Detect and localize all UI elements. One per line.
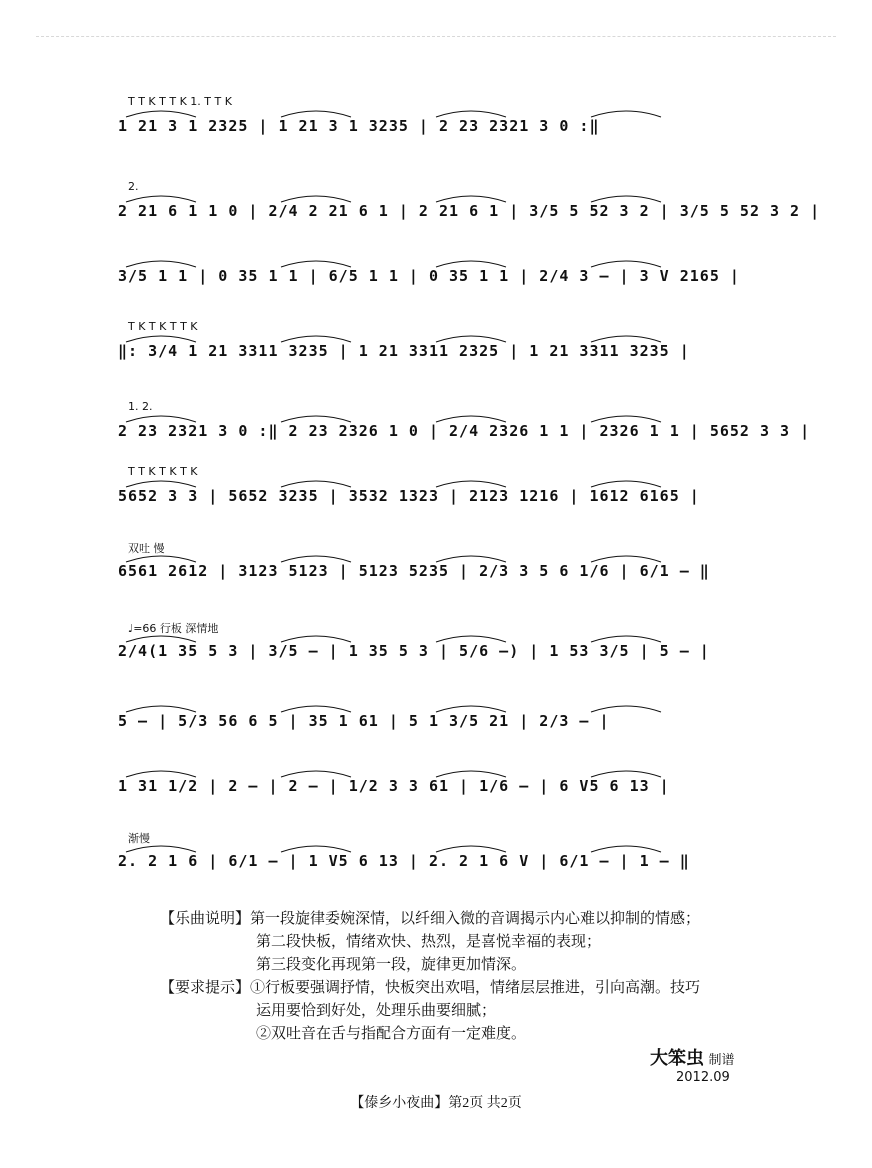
slur-mark	[436, 261, 506, 267]
score-annotation: ♩=66 行板 深情地	[128, 622, 219, 635]
slur-mark	[126, 556, 196, 562]
slur-mark	[591, 846, 661, 852]
slur-mark	[591, 706, 661, 712]
slur-marks	[118, 620, 756, 670]
slur-mark	[126, 196, 196, 202]
signature-date: 2012.09	[676, 1070, 730, 1085]
slur-mark	[591, 196, 661, 202]
author-suffix: 制谱	[708, 1052, 735, 1067]
slur-mark	[281, 261, 351, 267]
slur-mark	[281, 636, 351, 642]
slur-marks	[118, 465, 756, 515]
score-row	[118, 245, 756, 295]
score-notes: 2 23 2321 3 0 :‖ 2 23 2326 1 0 | 2/4 2326 1 1 | 2326 1 1 | 5652 3 3 |	[118, 422, 811, 440]
slur-mark	[126, 111, 196, 117]
explanation-line: 第一段旋律委婉深情，以纤细入微的音调揭示内心难以抑制的情感；	[250, 911, 701, 927]
score-annotation: 2.	[128, 180, 139, 193]
author-name: 大笨虫	[650, 1048, 704, 1068]
score-annotation: 渐慢	[128, 832, 150, 845]
slur-mark	[126, 481, 196, 487]
slur-mark	[126, 261, 196, 267]
slur-mark	[436, 846, 506, 852]
requirements-line: ①行板要强调抒情，快板突出欢唱，情绪层层推进，引向高潮。技巧	[250, 980, 701, 996]
score-annotation: T T K T K T K	[128, 465, 198, 478]
slur-marks	[118, 830, 756, 880]
score-notes: 2 21 6 1 1 0 | 2/4 2 21 6 1 | 2 21 6 1 | 3/5 5 52 3 2 | 3/5 5 52 3 2 |	[118, 202, 821, 220]
score-row	[118, 95, 756, 145]
score-row	[118, 180, 821, 230]
score-row	[118, 400, 811, 450]
score-notes: 2/4(1 35 5 3 | 3/5 – | 1 35 5 3 | 5/6 –) | 1 53 3/5 | 5 – |	[118, 642, 710, 660]
score-notes: 1 31 1/2 | 2 – | 2 – | 1/2 3 3 61 | 1/6 – | 6 V5 6 13 |	[118, 777, 670, 795]
slur-mark	[591, 556, 661, 562]
slur-mark	[436, 636, 506, 642]
slur-mark	[281, 706, 351, 712]
score-annotation: 双吐 慢	[128, 542, 165, 555]
slur-mark	[281, 481, 351, 487]
slur-mark	[436, 706, 506, 712]
slur-marks	[118, 245, 756, 295]
slur-mark	[436, 771, 506, 777]
score-notes: 2. 2 1 6 | 6/1 – | 1 V5 6 13 | 2. 2 1 6 V | 6/1 – | 1 – ‖	[118, 852, 690, 870]
slur-mark	[281, 846, 351, 852]
explanation-line: 第三段变化再现第一段，旋律更加情深。	[256, 957, 527, 973]
slur-mark	[281, 416, 351, 422]
slur-mark	[126, 636, 196, 642]
slur-marks	[118, 95, 756, 145]
score-notes: 5652 3 3 | 5652 3235 | 3532 1323 | 2123 1216 | 1612 6165 |	[118, 487, 700, 505]
signature	[650, 1044, 735, 1070]
slur-marks	[118, 320, 756, 370]
slur-mark	[436, 556, 506, 562]
score-notes: 1 21 3 1 2325 | 1 21 3 1 3235 | 2 23 2321 3 0 :‖	[118, 117, 600, 135]
slur-marks	[118, 180, 756, 230]
slur-mark	[126, 706, 196, 712]
slur-mark	[281, 111, 351, 117]
slur-mark	[281, 771, 351, 777]
slur-mark	[436, 111, 506, 117]
slur-mark	[126, 846, 196, 852]
score-notes: 5 – | 5/3 56 6 5 | 35 1 61 | 5 1 3/5 21 | 2/3 – |	[118, 712, 610, 730]
score-annotation: T T K T T K 1. T T K	[128, 95, 232, 108]
slur-mark	[591, 111, 661, 117]
score-row	[118, 540, 756, 590]
score-row	[118, 320, 756, 370]
slur-mark	[591, 636, 661, 642]
slur-mark	[126, 771, 196, 777]
score-row	[118, 690, 756, 740]
requirements-line: 运用要恰到好处，处理乐曲要细腻；	[256, 1003, 497, 1019]
score-row	[118, 620, 756, 670]
slur-mark	[281, 556, 351, 562]
slur-mark	[281, 196, 351, 202]
requirements-label: 【要求提示】	[160, 980, 251, 996]
page-footer: 【傣乡小夜曲】第2页 共2页	[350, 1096, 522, 1111]
slur-mark	[436, 416, 506, 422]
slur-mark	[126, 416, 196, 422]
score-row	[118, 755, 756, 805]
slur-marks	[118, 540, 756, 590]
score-annotation: T K T K T T K	[128, 320, 198, 333]
slur-mark	[126, 336, 196, 342]
score-annotation: 1. 2.	[128, 400, 153, 413]
slur-mark	[591, 336, 661, 342]
slur-mark	[591, 416, 661, 422]
top-dashed-line	[36, 36, 836, 37]
requirements-line: ②双吐音在舌与指配合方面有一定难度。	[256, 1026, 527, 1042]
slur-marks	[118, 690, 756, 740]
slur-mark	[281, 336, 351, 342]
slur-marks	[118, 755, 756, 805]
score-row	[118, 465, 756, 515]
score-notes: ‖: 3/4 1 21 3311 3235 | 1 21 3311 2325 | 1 21 3311 3235 |	[118, 342, 690, 360]
score-notes: 6561 2612 | 3123 5123 | 5123 5235 | 2/3 3 5 6 1/6 | 6/1 – ‖	[118, 562, 710, 580]
slur-mark	[436, 196, 506, 202]
slur-mark	[591, 771, 661, 777]
score-notes: 3/5 1 1 | 0 35 1 1 | 6/5 1 1 | 0 35 1 1 | 2/4 3 – | 3 V 2165 |	[118, 267, 740, 285]
slur-mark	[591, 261, 661, 267]
score-row	[118, 830, 756, 880]
slur-mark	[436, 336, 506, 342]
explanation-label: 【乐曲说明】	[160, 911, 251, 927]
slur-mark	[436, 481, 506, 487]
slur-marks	[118, 400, 756, 450]
slur-mark	[591, 481, 661, 487]
explanation-line: 第二段快板，情绪欢快、热烈，是喜悦幸福的表现；	[256, 934, 602, 950]
music-explanation	[160, 908, 760, 1046]
